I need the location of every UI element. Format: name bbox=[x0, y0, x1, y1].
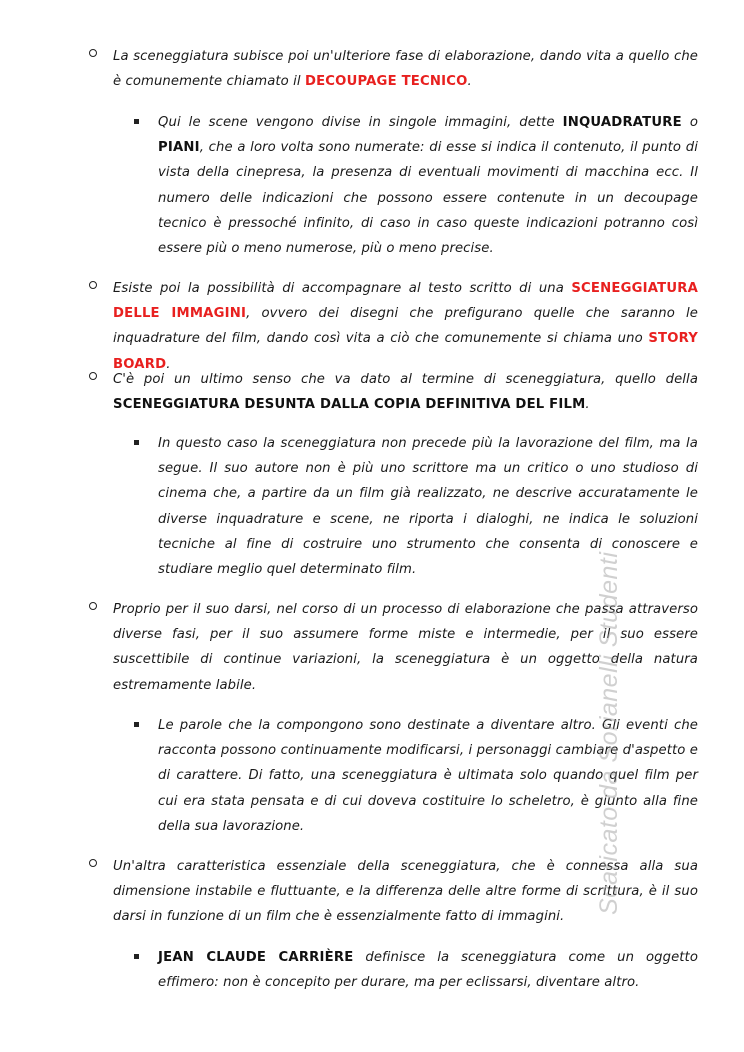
square-bullet-icon bbox=[134, 440, 139, 445]
circle-bullet-icon bbox=[89, 602, 97, 610]
keyword-highlight: SCENEGGIATURA DELLE IMMAGINI bbox=[113, 281, 698, 322]
keyword-highlight: DECOUPAGE TECNICO bbox=[304, 74, 468, 90]
paragraph-text: Proprio per il suo darsi, nel corso di un processo di elaborazione che passa attraverso diverse fasi, per il suo assumere forme miste e intermedie, per il suo essere suscettibile di continue variazioni, la sceneggiatura è un oggetto della natura estremamente labile. bbox=[113, 602, 698, 693]
paragraph-text: Esiste poi la possibilità di accompagnare al testo scritto di una bbox=[113, 281, 572, 296]
list-item bbox=[158, 110, 698, 261]
keyword-highlight: STORY BOARD bbox=[113, 331, 698, 372]
circle-bullet-icon bbox=[89, 281, 97, 289]
paragraph-text: Un'altra caratteristica essenziale della sceneggiatura, che è connessa alla sua dimensione instabile e fluttuante, e la differenza delle altre forme di scrittura, è il suo darsi in funzione di un film che è essenzialmente fatto di immagini. bbox=[113, 859, 698, 925]
paragraph-text: , che a loro volta sono numerate: di esse si indica il contenuto, il punto di vista della cinepresa, la presenza di eventuali movimenti di macchina ecc. Il numero delle indicazioni che possono essere contenute in un decoupage tecnico è pressoché infinito, di caso in caso queste indicazioni potranno così essere più o meno numerose, più o meno precise. bbox=[158, 140, 698, 257]
list-item bbox=[113, 44, 698, 94]
square-bullet-icon bbox=[134, 954, 139, 959]
watermark: Scaricato da Sorianelli Studenti bbox=[595, 551, 623, 915]
circle-bullet-icon bbox=[89, 49, 97, 57]
square-bullet-icon bbox=[134, 119, 139, 124]
list-item bbox=[158, 945, 698, 995]
paragraph-text: o bbox=[681, 115, 699, 130]
paragraph-text: C'è poi un ultimo senso che va dato al termine di sceneggiatura, quello della bbox=[113, 372, 698, 387]
paragraph-text: Qui le scene vengono divise in singole immagini, dette bbox=[158, 115, 563, 130]
paragraph-text: La sceneggiatura subisce poi un'ulteriore fase di elaborazione, dando vita a quello che è comunemente chiamato il bbox=[113, 49, 698, 90]
paragraph-text: . bbox=[585, 397, 590, 413]
keyword-highlight: JEAN CLAUDE CARRIÈRE bbox=[158, 950, 354, 965]
circle-bullet-icon bbox=[89, 372, 97, 380]
square-bullet-icon bbox=[134, 722, 139, 727]
paragraph-text: Le parole che la compongono sono destinate a diventare altro. Gli eventi che racconta possono continuamente modificarsi, i personaggi cambiare d'aspetto e di carattere. Di fatto, una sceneggiatura è ultimata solo quando quel film per cui era stata pensata e di cui doveva costituire lo scheletro, è giunto alla fine della sua lavorazione. bbox=[158, 718, 698, 834]
list-item bbox=[113, 276, 698, 377]
keyword-highlight: INQUADRATURE bbox=[562, 115, 682, 130]
paragraph-text: . bbox=[166, 356, 171, 372]
paragraph-text: definisce la sceneggiatura come un oggetto effimero: non è concepito per durare, ma per eclissarsi, diventare altro. bbox=[158, 950, 698, 991]
paragraph-text: , ovvero dei disegni che prefigurano quelle che saranno le inquadrature del film, dando così vita a ciò che comunemente si chiama uno bbox=[113, 306, 698, 347]
paragraph-text: . bbox=[467, 74, 472, 90]
keyword-highlight: SCENEGGIATURA DESUNTA DALLA COPIA DEFINITIVA DEL FILM bbox=[113, 397, 586, 413]
circle-bullet-icon bbox=[89, 859, 97, 867]
keyword-highlight: PIANI bbox=[158, 140, 200, 156]
list-item bbox=[113, 367, 698, 417]
paragraph-text: In questo caso la sceneggiatura non precede più la lavorazione del film, ma la segue. Il suo autore non è più uno scrittore ma un critico o uno studioso di cinema che, a partire da un film già realizzato, ne descrive accuratamente le diverse inquadrature e scene, ne riporta i dialoghi, ne indica le soluzioni tecniche al fine di costruire uno strumento che consenta di conoscere e studiare meglio quel determinato film. bbox=[158, 436, 698, 578]
